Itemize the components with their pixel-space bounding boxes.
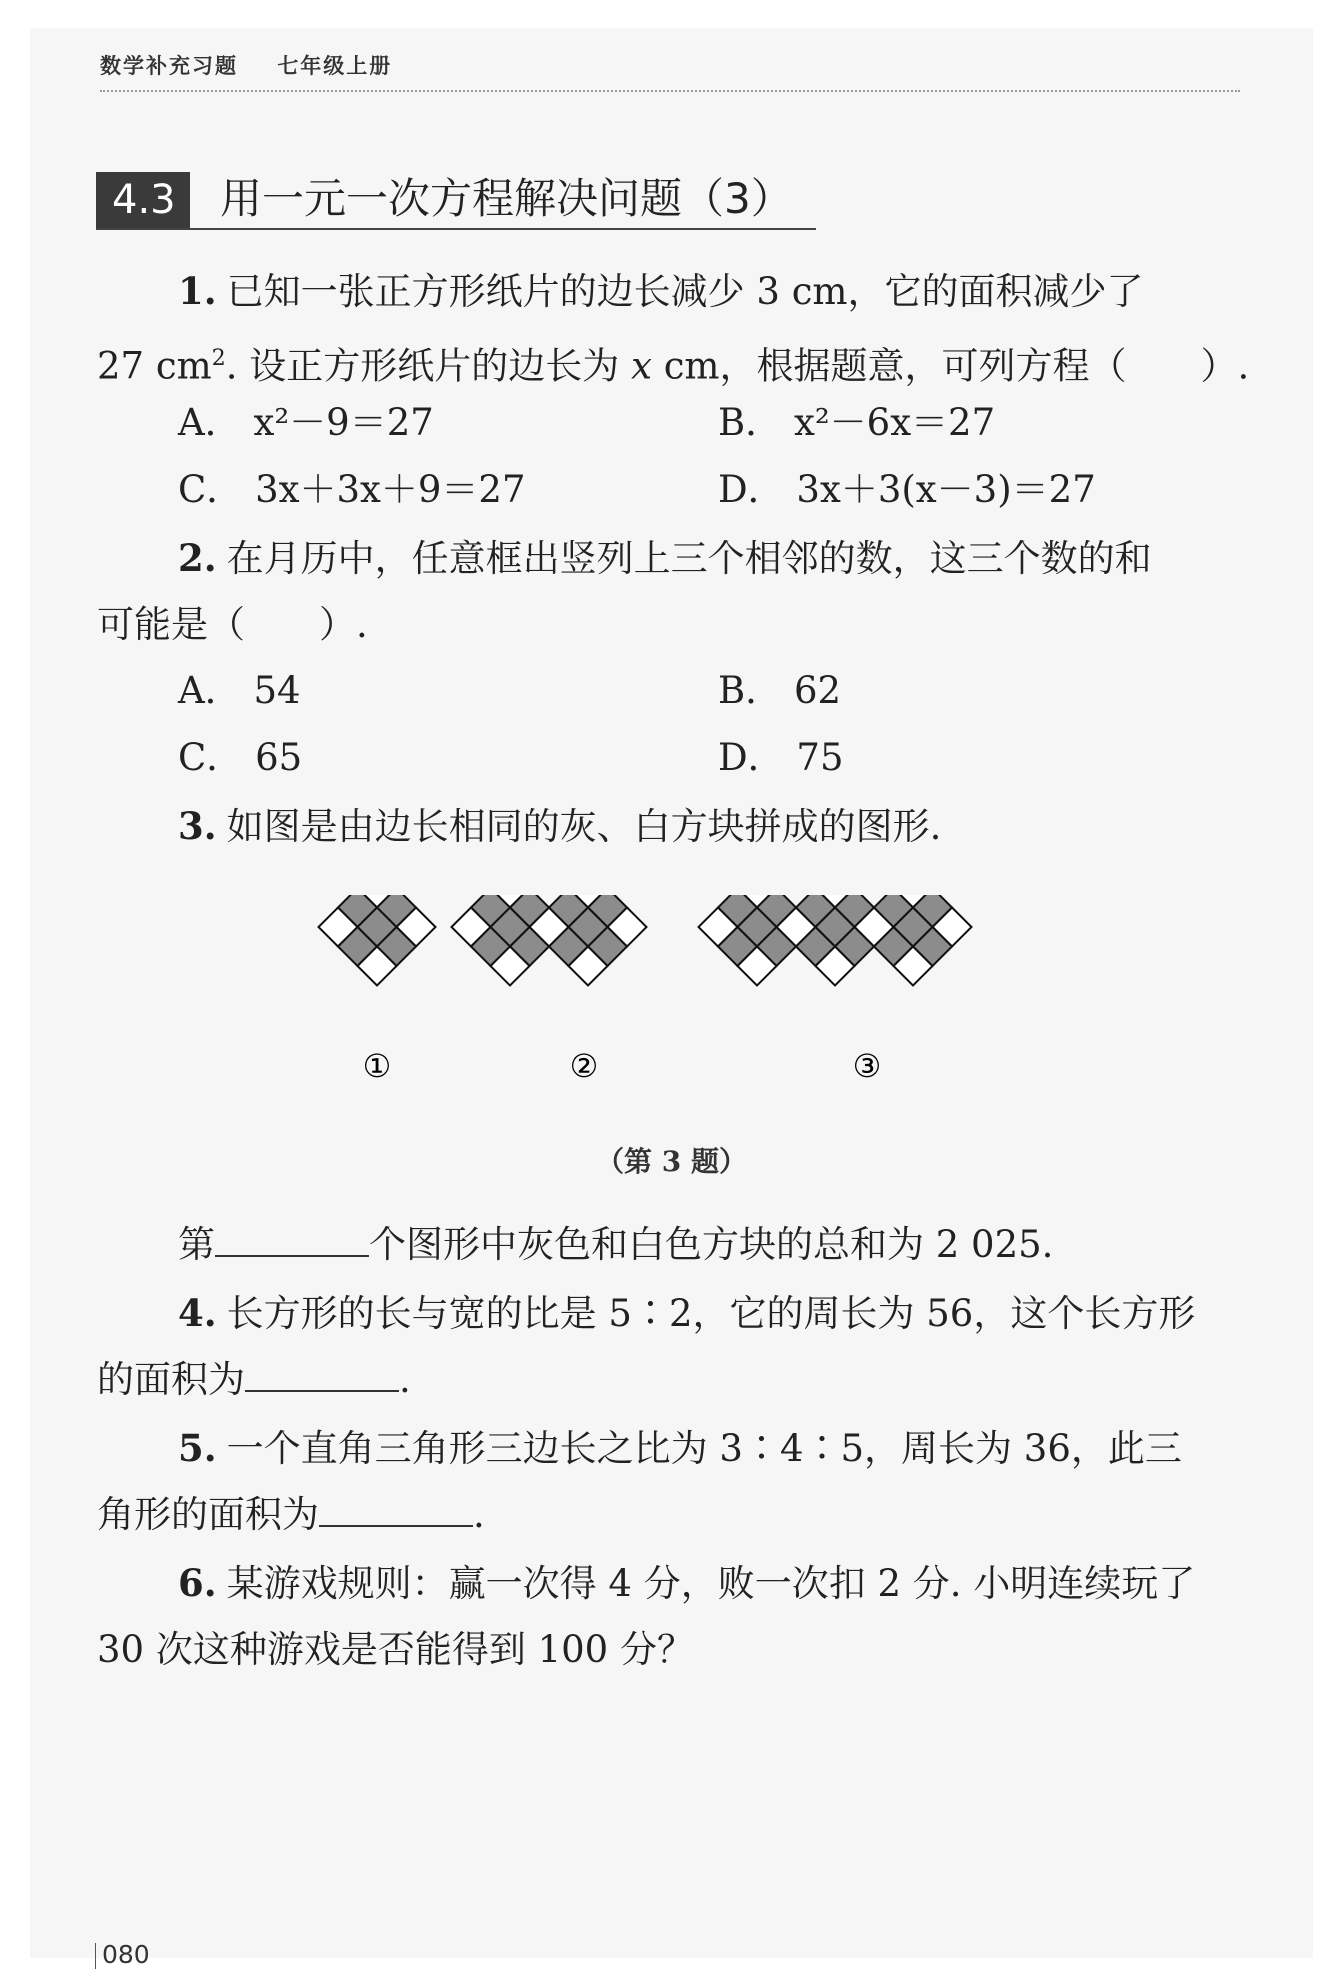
text-part: cm，根据题意，可列方程（ ）. bbox=[651, 344, 1250, 388]
section-title: 用一元一次方程解决问题（3） bbox=[220, 174, 793, 223]
pattern-2 bbox=[452, 895, 647, 986]
text-part: 的面积为 bbox=[97, 1358, 245, 1401]
answer-blank[interactable] bbox=[215, 1225, 369, 1257]
pattern-1 bbox=[319, 895, 436, 986]
section-number: 4.3 bbox=[96, 172, 190, 228]
question-text: 在月历中，任意框出竖列上三个相邻的数，这三个数的和 bbox=[226, 537, 1152, 580]
header-divider bbox=[100, 90, 1240, 92]
question-text: 长方形的长与宽的比是 5∶2，它的周长为 56，这个长方形 bbox=[226, 1292, 1196, 1335]
question-4-line-2 bbox=[97, 1357, 411, 1403]
book-title: 数学补充习题 bbox=[100, 54, 238, 78]
pattern-svg bbox=[310, 895, 1030, 1155]
question-6-line-1 bbox=[178, 1560, 1195, 1607]
superscript: 2 bbox=[211, 345, 226, 371]
text-part: 第 bbox=[178, 1223, 215, 1266]
text-part: 个图形中灰色和白色方块的总和为 2 025. bbox=[369, 1223, 1054, 1266]
question-4-line-1 bbox=[178, 1290, 1195, 1337]
option-b[interactable]: B． 62 bbox=[718, 669, 842, 712]
figure-caption: （第 3 题） bbox=[596, 1145, 747, 1178]
question-number: 6. bbox=[178, 1561, 217, 1605]
text-part: . 设正方形纸片的边长为 bbox=[225, 344, 632, 388]
answer-blank[interactable] bbox=[245, 1360, 399, 1392]
question-5-line-1 bbox=[178, 1425, 1182, 1472]
option-a[interactable]: A． x²－9＝27 bbox=[178, 401, 434, 444]
pattern-figure bbox=[310, 895, 1030, 1155]
volume-label: 七年级上册 bbox=[277, 54, 393, 78]
question-1-line-2 bbox=[97, 335, 1249, 389]
answer-blank[interactable] bbox=[319, 1495, 473, 1527]
pattern-3 bbox=[699, 895, 972, 986]
text-part: 27 cm bbox=[97, 344, 212, 388]
question-text: 如图是由边长相同的灰、白方块拼成的图形. bbox=[226, 805, 942, 848]
option-c[interactable]: C． 65 bbox=[178, 736, 303, 779]
text-part: . bbox=[473, 1493, 485, 1536]
question-1-line-1 bbox=[178, 268, 1144, 315]
question-number: 4. bbox=[178, 1291, 217, 1335]
question-number: 1. bbox=[178, 269, 217, 313]
running-head bbox=[100, 50, 422, 80]
text-part: 角形的面积为 bbox=[97, 1493, 319, 1536]
question-6-line-2: 30 次这种游戏是否能得到 100 分？ bbox=[97, 1628, 694, 1671]
question-number: 5. bbox=[178, 1426, 217, 1470]
question-number: 2. bbox=[178, 536, 217, 580]
text-part: . bbox=[399, 1358, 411, 1401]
question-3-line-2 bbox=[178, 1222, 1053, 1268]
option-b[interactable]: B． x²－6x＝27 bbox=[718, 401, 996, 444]
question-3-line-1 bbox=[178, 803, 941, 850]
question-text: 已知一张正方形纸片的边长减少 3 cm，它的面积减少了 bbox=[226, 270, 1144, 313]
figure-label-2: ② bbox=[569, 1047, 599, 1085]
figure-label-1: ① bbox=[362, 1047, 392, 1085]
page-number-rule bbox=[95, 1943, 96, 1969]
question-5-line-2 bbox=[97, 1492, 485, 1538]
question-2-line-1 bbox=[178, 535, 1152, 582]
option-d[interactable]: D． 75 bbox=[718, 736, 844, 779]
page-number bbox=[95, 1940, 150, 1969]
figure-label-3: ③ bbox=[852, 1047, 882, 1085]
question-number: 3. bbox=[178, 804, 217, 848]
option-d[interactable]: D． 3x＋3(x－3)＝27 bbox=[718, 468, 1096, 511]
question-text: 某游戏规则：赢一次得 4 分，败一次扣 2 分. 小明连续玩了 bbox=[226, 1562, 1196, 1605]
variable: x bbox=[631, 344, 652, 388]
option-a[interactable]: A． 54 bbox=[178, 669, 301, 712]
question-text: 一个直角三角形三边长之比为 3∶4∶5，周长为 36，此三 bbox=[226, 1427, 1182, 1470]
section-heading bbox=[96, 172, 816, 230]
option-c[interactable]: C． 3x＋3x＋9＝27 bbox=[178, 468, 526, 511]
page-number-text: 080 bbox=[102, 1940, 150, 1969]
question-2-line-2: 可能是（ ）. bbox=[97, 603, 368, 646]
